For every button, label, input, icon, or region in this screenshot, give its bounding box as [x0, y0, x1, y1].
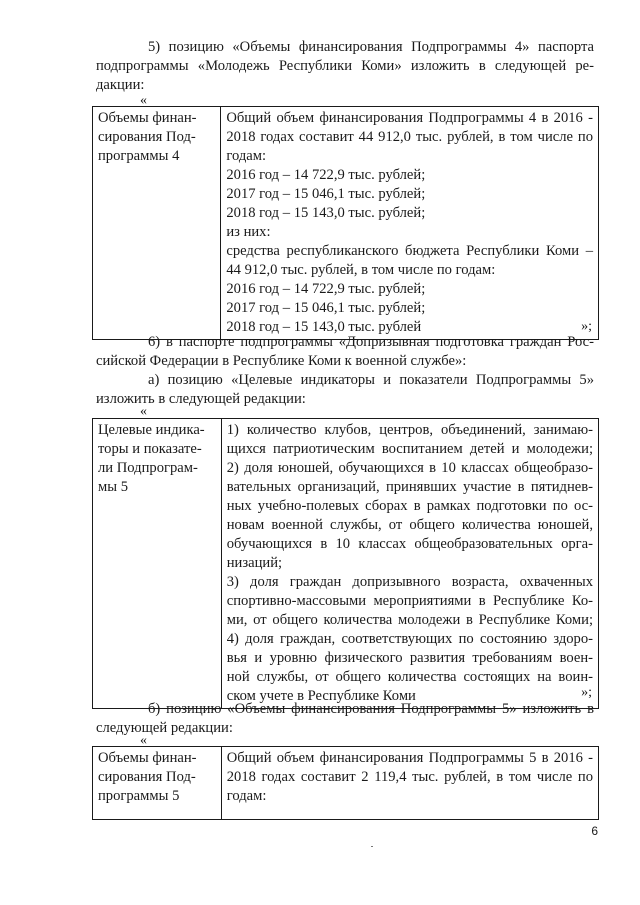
paragraph-line: изложить в следующей редакции:	[96, 391, 306, 407]
table-content-cell	[221, 107, 599, 340]
content-line: 44 912,0 тыс. рублей, в том числе по годам:	[226, 262, 496, 278]
paragraph-item-6a	[96, 371, 594, 409]
content-line: новам военной службы, от общего количества юношей,	[226, 517, 593, 533]
content-line: вья и уровню физического развития требованиям воен-	[226, 650, 593, 666]
paragraph-line: 6) в паспорте подпрограммы «Допризывная подготовка граждан Рос-	[148, 334, 594, 350]
table-label-cell	[93, 419, 222, 709]
closing-quote: »;	[581, 319, 592, 334]
paragraph-line: следующей редакции:	[96, 720, 233, 736]
paragraph-line: а) позицию «Целевые индикаторы и показатели Подпрограммы 5»	[148, 372, 594, 388]
content-line: 1) количество клубов, центров, объединений, занимаю-	[226, 422, 593, 438]
content-line: Общий объем финансирования Подпрограммы 5 в 2016 -	[226, 750, 593, 766]
opening-quote: «	[140, 733, 147, 748]
table-label-cell	[93, 107, 221, 340]
table-content-cell	[221, 747, 598, 820]
content-line: 2018 годах составит 2 119,4 тыс. рублей, в том числе по	[226, 769, 593, 785]
content-line: 2016 год – 14 722,9 тыс. рублей;	[226, 281, 426, 297]
label-line: Целевые индика-	[98, 422, 205, 438]
content-line: ных учебно-полевых сборах в рамках подготовки по ос-	[226, 498, 593, 514]
opening-quote: «	[140, 404, 147, 419]
content-line: 4) доля граждан, соответствующих по состоянию здоро-	[226, 631, 593, 647]
funding-table-subprogram-4	[92, 106, 599, 340]
content-line: 3) доля граждан допризывного возраста, охваченных	[226, 574, 593, 590]
content-line: 2016 год – 14 722,9 тыс. рублей;	[226, 167, 426, 183]
content-line: годам:	[226, 788, 267, 804]
page-number: 6	[591, 824, 598, 838]
label-line: Объемы финан-	[98, 750, 197, 766]
label-line: мы 5	[98, 479, 128, 495]
content-line: ми, от общего количества молодежи в Республике Коми;	[226, 612, 593, 628]
content-line: Общий объем финансирования Подпрограммы 4 в 2016 -	[226, 110, 593, 126]
scan-speck	[371, 846, 373, 847]
content-line: ной службы, от общего количества состоящих на воин-	[226, 669, 593, 685]
indicators-table-subprogram-5	[92, 418, 599, 709]
label-line: торы и показате-	[98, 441, 202, 457]
content-line: обучающихся в 10 классах общеобразовательных орга-	[226, 536, 593, 552]
label-line: программы 5	[98, 788, 180, 804]
content-line: средства республиканского бюджета Республики Коми –	[226, 243, 593, 259]
content-line: 2) доля юношей, обучающихся в 10 классах общеобразо-	[226, 460, 593, 476]
table-label-cell	[93, 747, 222, 820]
paragraph-line: дакции:	[96, 77, 145, 93]
content-line: 2018 годах составит 44 912,0 тыс. рублей, в том числе по	[226, 129, 593, 145]
label-line: сирования Под-	[98, 129, 196, 145]
funding-table-subprogram-5	[92, 746, 599, 820]
label-line: сирования Под-	[98, 769, 196, 785]
content-line: 2017 год – 15 046,1 тыс. рублей;	[226, 186, 426, 202]
content-line: 2018 год – 15 143,0 тыс. рублей	[226, 319, 422, 335]
content-line: годам:	[226, 148, 267, 164]
table-content-cell	[221, 419, 598, 709]
content-line: спортивно-массовыми мероприятиями в Республике Ко-	[226, 593, 593, 609]
paragraph-line: 5) позицию «Объемы финансирования Подпрограммы 4» паспорта	[148, 39, 594, 55]
content-line: 2017 год – 15 046,1 тыс. рублей;	[226, 300, 426, 316]
paragraph-line: сийской Федерации в Республике Коми к военной службе»:	[96, 353, 467, 369]
paragraph-item-5	[96, 38, 594, 95]
content-line: вательных организаций, принявших участие в пятиднев-	[226, 479, 593, 495]
content-line: ском учете в Республике Коми	[226, 688, 416, 704]
paragraph-line: б) позицию «Объемы финансирования Подпрограммы 5» изложить в	[148, 701, 594, 717]
paragraph-line: подпрограммы «Молодежь Республики Коми» изложить в следующей ре-	[96, 58, 594, 74]
label-line: Объемы финан-	[98, 110, 197, 126]
content-line: 2018 год – 15 143,0 тыс. рублей;	[226, 205, 426, 221]
opening-quote: «	[140, 93, 147, 108]
paragraph-item-6	[96, 333, 594, 371]
paragraph-item-6b	[96, 700, 594, 738]
label-line: программы 4	[98, 148, 180, 164]
closing-quote: »;	[581, 685, 592, 700]
label-line: ли Подпрограм-	[98, 460, 198, 476]
content-line: из них:	[226, 224, 271, 240]
content-line: щихся патриотическим воспитанием детей и молодежи;	[226, 441, 593, 457]
content-line: низаций;	[226, 555, 283, 571]
